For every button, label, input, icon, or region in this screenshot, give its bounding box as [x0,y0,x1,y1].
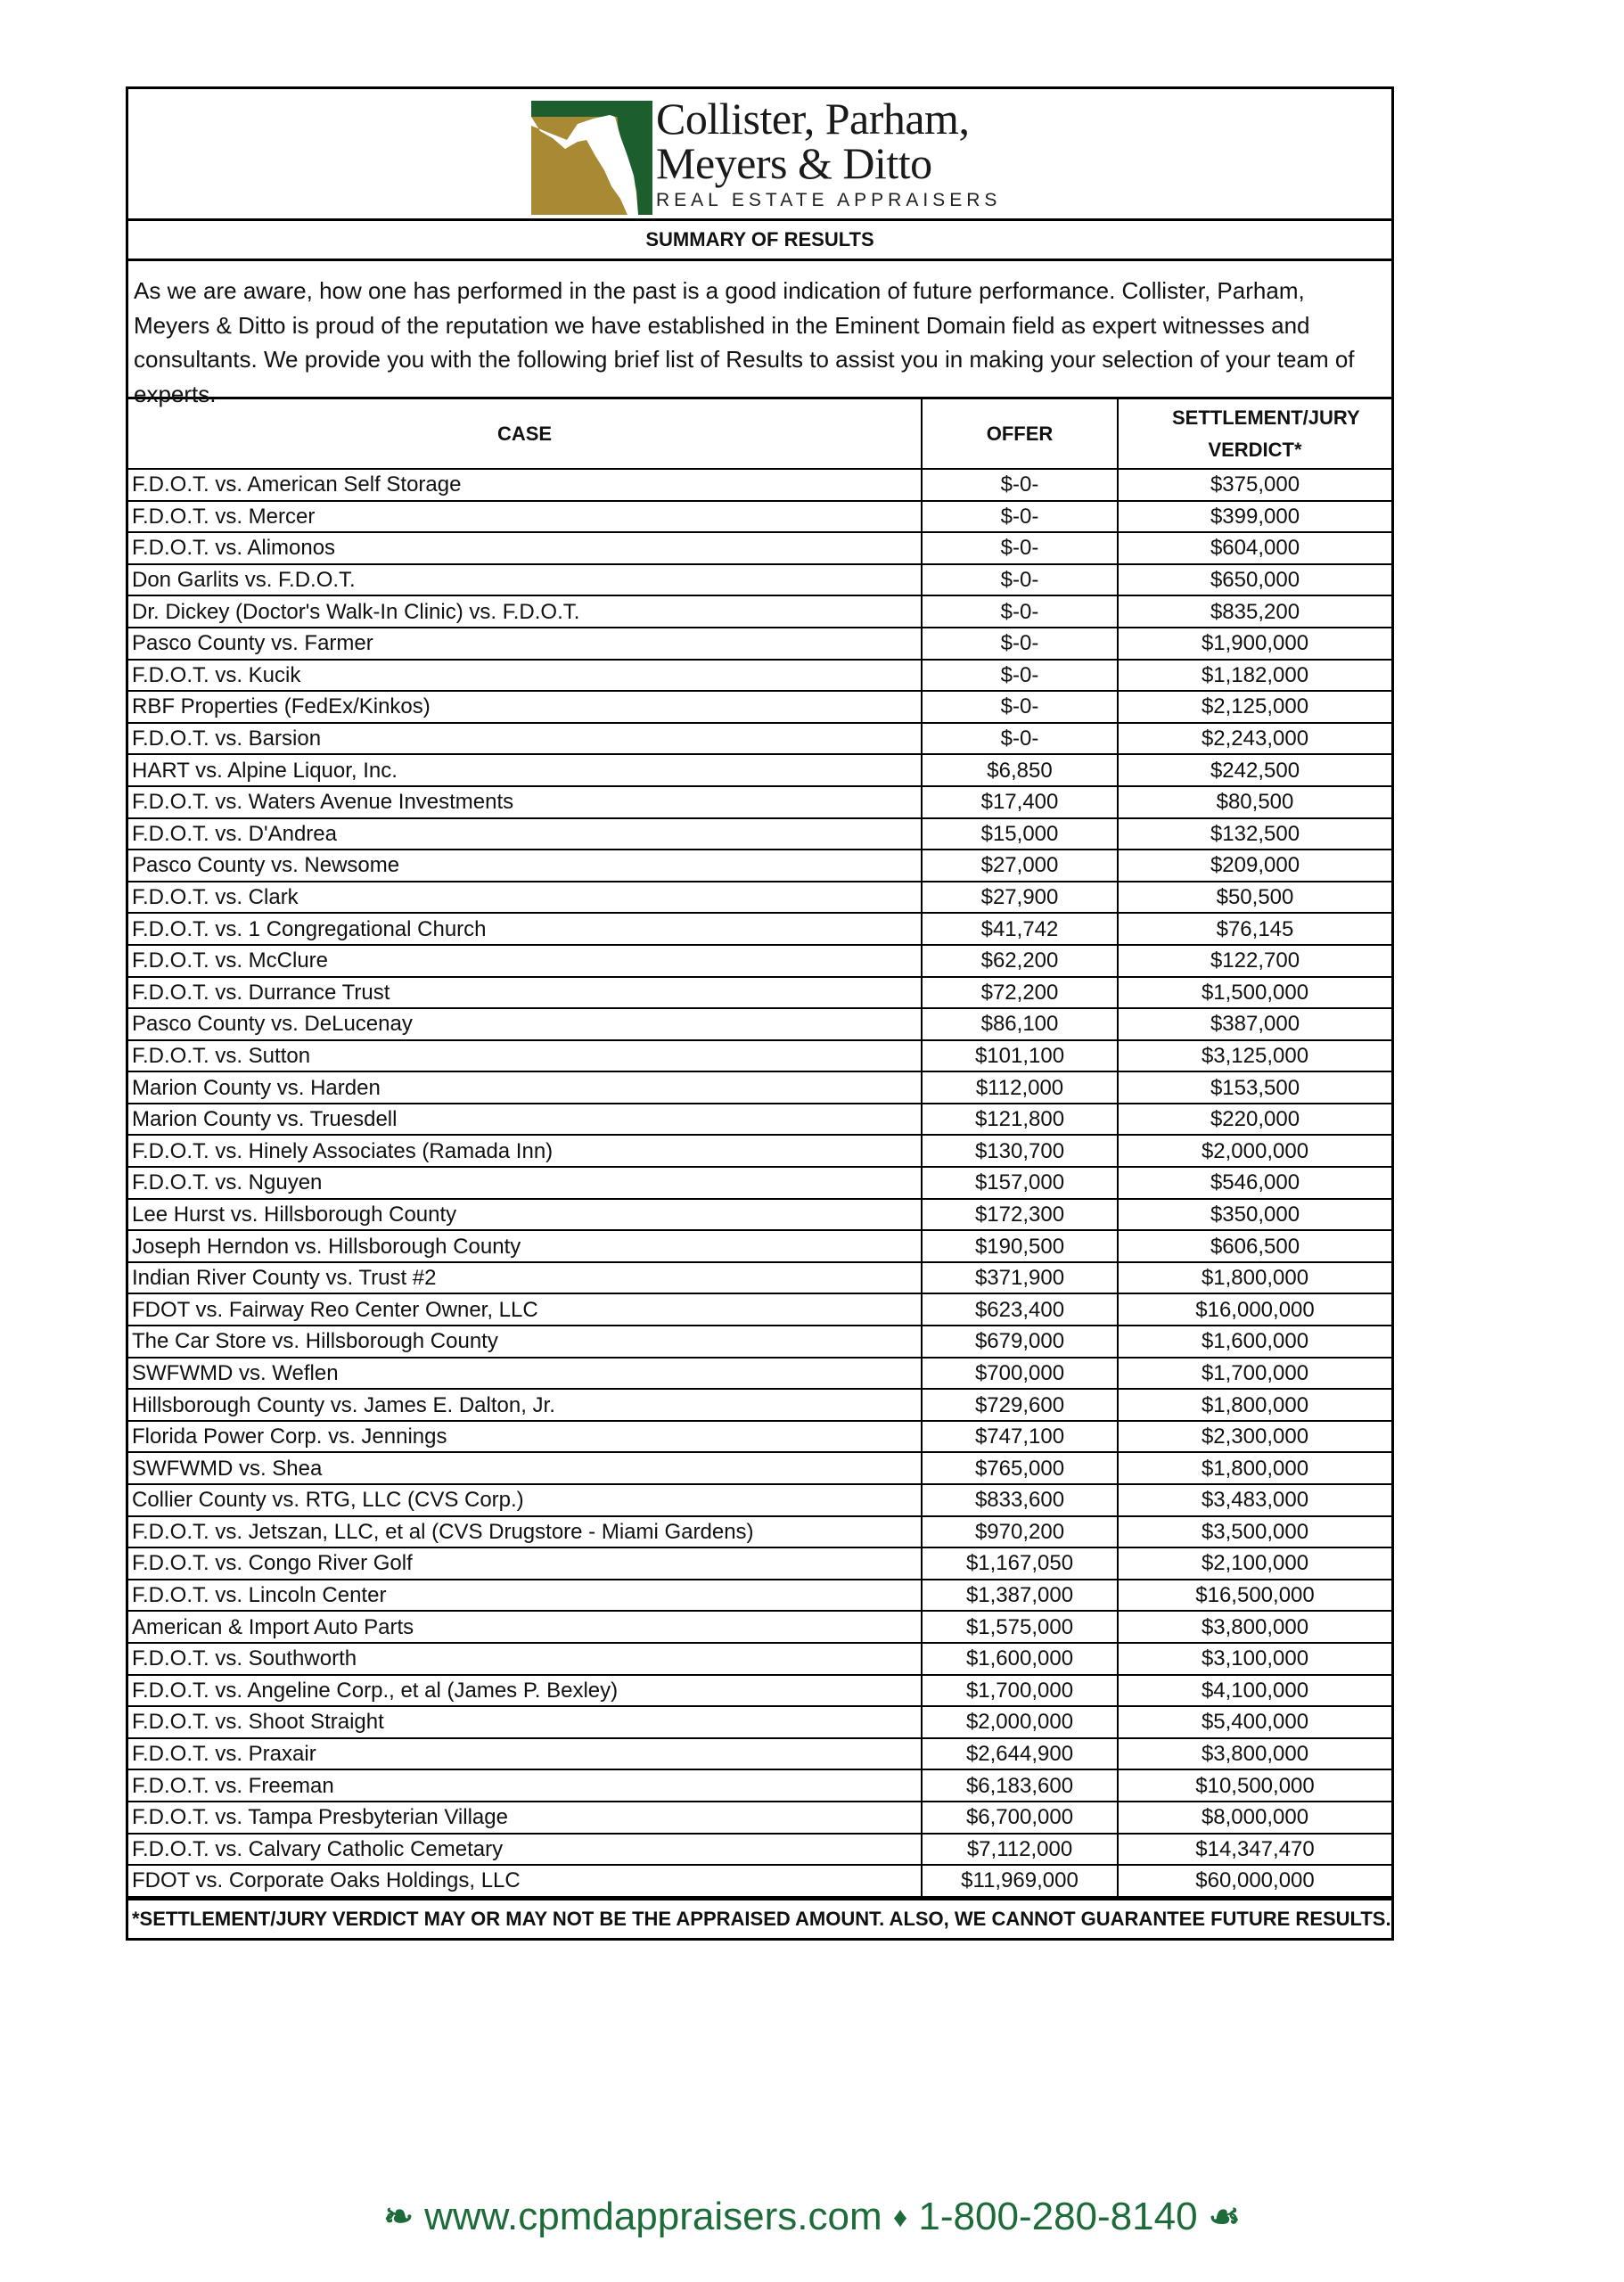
case-cell: F.D.O.T. vs. Angeline Corp., et al (James P. Bexley) [128,1675,922,1707]
offer-cell: $1,575,000 [922,1611,1118,1643]
table-row [128,1516,1391,1548]
table-row [128,913,1391,945]
footnote: *SETTLEMENT/JURY VERDICT MAY OR MAY NOT BE THE APPRAISED AMOUNT. ALSO, WE CANNOT GUARANTEE FUTURE RESULTS. [128,1898,1391,1938]
table-body [128,469,1391,1897]
website-link[interactable]: www.cpmdappraisers.com [424,2195,882,2239]
offer-cell: $6,183,600 [922,1769,1118,1802]
table-row [128,1293,1391,1326]
table-row [128,1008,1391,1040]
case-cell: HART vs. Alpine Liquor, Inc. [128,754,922,786]
document-frame [126,86,1394,1941]
verdict-cell: $2,125,000 [1118,691,1391,723]
offer-cell: $833,600 [922,1484,1118,1516]
case-cell: FDOT vs. Fairway Reo Center Owner, LLC [128,1293,922,1326]
offer-cell: $970,200 [922,1516,1118,1548]
verdict-cell: $1,182,000 [1118,660,1391,692]
verdict-cell: $375,000 [1118,469,1391,501]
offer-cell: $121,800 [922,1104,1118,1136]
verdict-cell: $220,000 [1118,1104,1391,1136]
offer-cell: $7,112,000 [922,1834,1118,1866]
case-cell: Don Garlits vs. F.D.O.T. [128,564,922,596]
offer-cell: $86,100 [922,1008,1118,1040]
verdict-cell: $3,800,000 [1118,1738,1391,1770]
verdict-cell: $2,300,000 [1118,1421,1391,1453]
case-cell: Hillsborough County vs. James E. Dalton, Jr. [128,1389,922,1421]
right-ornament-icon: ☙ [1208,2197,1241,2237]
case-cell: Indian River County vs. Trust #2 [128,1262,922,1294]
verdict-cell: $387,000 [1118,1008,1391,1040]
table-row [128,1643,1391,1675]
verdict-cell: $10,500,000 [1118,1769,1391,1802]
table-row [128,1484,1391,1516]
letterhead [128,89,1391,221]
verdict-cell: $604,000 [1118,532,1391,564]
verdict-cell: $153,500 [1118,1071,1391,1104]
case-cell: Lee Hurst vs. Hillsborough County [128,1199,922,1231]
offer-cell: $623,400 [922,1293,1118,1326]
table-row [128,1389,1391,1421]
table-row [128,754,1391,786]
offer-cell: $72,200 [922,977,1118,1009]
case-cell: F.D.O.T. vs. Calvary Catholic Cemetary [128,1834,922,1866]
firm-name-line2: Meyers & Ditto [656,138,932,188]
case-cell: Florida Power Corp. vs. Jennings [128,1421,922,1453]
case-cell: F.D.O.T. vs. 1 Congregational Church [128,913,922,945]
case-cell: F.D.O.T. vs. American Self Storage [128,469,922,501]
table-row [128,1104,1391,1136]
case-cell: American & Import Auto Parts [128,1611,922,1643]
table-row [128,1199,1391,1231]
offer-cell: $679,000 [922,1326,1118,1358]
case-cell: F.D.O.T. vs. Nguyen [128,1167,922,1199]
florida-logo-icon [531,101,652,215]
offer-cell: $101,100 [922,1040,1118,1072]
verdict-cell: $835,200 [1118,595,1391,628]
offer-cell: $-0- [922,564,1118,596]
offer-cell: $700,000 [922,1358,1118,1390]
case-cell: The Car Store vs. Hillsborough County [128,1326,922,1358]
verdict-cell: $3,800,000 [1118,1611,1391,1643]
phone-number[interactable]: 1-800-280-8140 [918,2195,1198,2239]
table-row [128,1071,1391,1104]
case-cell: F.D.O.T. vs. Freeman [128,1769,922,1802]
verdict-cell: $16,500,000 [1118,1580,1391,1612]
verdict-cell: $76,145 [1118,913,1391,945]
table-row [128,595,1391,628]
table-row [128,945,1391,977]
case-cell: Joseph Herndon vs. Hillsborough County [128,1230,922,1262]
table-row [128,691,1391,723]
offer-cell: $-0- [922,469,1118,501]
table-row [128,1326,1391,1358]
table-row [128,564,1391,596]
verdict-cell: $16,000,000 [1118,1293,1391,1326]
table-row [128,1834,1391,1866]
firm-tagline: REAL ESTATE APPRAISERS [656,190,1002,210]
table-row [128,1706,1391,1738]
table-row [128,628,1391,660]
case-cell: F.D.O.T. vs. Southworth [128,1643,922,1675]
offer-cell: $62,200 [922,945,1118,977]
left-ornament-icon: ❧ [383,2197,414,2237]
table-row [128,1611,1391,1643]
offer-cell: $6,850 [922,754,1118,786]
case-cell: FDOT vs. Corporate Oaks Holdings, LLC [128,1865,922,1897]
case-cell: F.D.O.T. vs. Mercer [128,501,922,533]
offer-cell: $2,000,000 [922,1706,1118,1738]
table-row [128,1547,1391,1580]
offer-cell: $371,900 [922,1262,1118,1294]
case-cell: F.D.O.T. vs. Praxair [128,1738,922,1770]
table-row [128,1580,1391,1612]
verdict-cell: $14,347,470 [1118,1834,1391,1866]
case-cell: F.D.O.T. vs. Alimonos [128,532,922,564]
verdict-cell: $3,500,000 [1118,1516,1391,1548]
table-row [128,469,1391,501]
table-row [128,501,1391,533]
verdict-cell: $399,000 [1118,501,1391,533]
case-cell: RBF Properties (FedEx/Kinkos) [128,691,922,723]
table-row [128,1675,1391,1707]
case-cell: Dr. Dickey (Doctor's Walk-In Clinic) vs. F.D.O.T. [128,595,922,628]
offer-cell: $130,700 [922,1135,1118,1167]
table-header-row [128,399,1391,469]
case-cell: SWFWMD vs. Weflen [128,1358,922,1390]
verdict-cell: $2,100,000 [1118,1547,1391,1580]
table-row [128,1802,1391,1834]
column-header-verdict: SETTLEMENT/JURY VERDICT* [1118,399,1391,469]
table-row [128,660,1391,692]
case-cell: F.D.O.T. vs. Lincoln Center [128,1580,922,1612]
table-row [128,1230,1391,1262]
contact-footer [0,2188,1624,2244]
offer-cell: $112,000 [922,1071,1118,1104]
verdict-cell: $132,500 [1118,818,1391,850]
verdict-cell: $60,000,000 [1118,1865,1391,1897]
results-table [128,399,1391,1898]
case-cell: F.D.O.T. vs. Waters Avenue Investments [128,786,922,818]
case-cell: F.D.O.T. vs. Tampa Presbyterian Village [128,1802,922,1834]
verdict-cell: $1,900,000 [1118,628,1391,660]
offer-cell: $172,300 [922,1199,1118,1231]
case-cell: SWFWMD vs. Shea [128,1452,922,1484]
offer-cell: $17,400 [922,786,1118,818]
offer-cell: $-0- [922,660,1118,692]
offer-cell: $-0- [922,532,1118,564]
verdict-cell: $546,000 [1118,1167,1391,1199]
case-cell: F.D.O.T. vs. Kucik [128,660,922,692]
verdict-cell: $650,000 [1118,564,1391,596]
case-cell: F.D.O.T. vs. Clark [128,882,922,914]
table-row [128,1421,1391,1453]
case-cell: F.D.O.T. vs. Shoot Straight [128,1706,922,1738]
case-cell: Collier County vs. RTG, LLC (CVS Corp.) [128,1484,922,1516]
verdict-cell: $1,600,000 [1118,1326,1391,1358]
offer-cell: $41,742 [922,913,1118,945]
column-header-offer: OFFER [922,399,1118,469]
intro-paragraph: As we are aware, how one has performed in the past is a good indication of future performance. Collister, Parham, Meyers & Ditto is proud of the reputation we have established in the Eminent Domain field as expert witnesses and consultants. We provide you with the following brief list of Results to assist you in making your selection of your team of experts. [128,261,1391,399]
column-header-case: CASE [128,399,922,469]
case-cell: Pasco County vs. Newsome [128,850,922,882]
case-cell: Pasco County vs. Farmer [128,628,922,660]
verdict-cell: $2,000,000 [1118,1135,1391,1167]
table-row [128,1769,1391,1802]
table-row [128,1167,1391,1199]
table-row [128,1452,1391,1484]
diamond-separator-icon: ♦ [892,2201,908,2234]
table-row [128,1262,1391,1294]
case-cell: F.D.O.T. vs. Congo River Golf [128,1547,922,1580]
verdict-cell: $3,483,000 [1118,1484,1391,1516]
case-cell: F.D.O.T. vs. Hinely Associates (Ramada Inn) [128,1135,922,1167]
verdict-cell: $122,700 [1118,945,1391,977]
verdict-cell: $209,000 [1118,850,1391,882]
offer-cell: $-0- [922,595,1118,628]
verdict-cell: $1,700,000 [1118,1358,1391,1390]
case-cell: F.D.O.T. vs. Durrance Trust [128,977,922,1009]
offer-cell: $1,167,050 [922,1547,1118,1580]
table-row [128,1358,1391,1390]
case-cell: F.D.O.T. vs. D'Andrea [128,818,922,850]
offer-cell: $11,969,000 [922,1865,1118,1897]
offer-cell: $15,000 [922,818,1118,850]
table-row [128,882,1391,914]
table-row [128,1865,1391,1897]
summary-title: SUMMARY OF RESULTS [128,221,1391,261]
table-row [128,850,1391,882]
table-row [128,532,1391,564]
offer-cell: $1,387,000 [922,1580,1118,1612]
offer-cell: $-0- [922,723,1118,755]
offer-cell: $765,000 [922,1452,1118,1484]
case-cell: Marion County vs. Truesdell [128,1104,922,1136]
firm-name-line1: Collister, Parham, [656,94,970,144]
verdict-cell: $1,800,000 [1118,1452,1391,1484]
firm-name [656,96,1001,212]
verdict-cell: $606,500 [1118,1230,1391,1262]
offer-cell: $2,644,900 [922,1738,1118,1770]
table-row [128,1040,1391,1072]
verdict-cell: $1,800,000 [1118,1262,1391,1294]
table-row [128,786,1391,818]
offer-cell: $-0- [922,501,1118,533]
verdict-cell: $1,500,000 [1118,977,1391,1009]
verdict-cell: $4,100,000 [1118,1675,1391,1707]
verdict-cell: $50,500 [1118,882,1391,914]
case-cell: F.D.O.T. vs. McClure [128,945,922,977]
table-row [128,818,1391,850]
verdict-cell: $5,400,000 [1118,1706,1391,1738]
case-cell: Marion County vs. Harden [128,1071,922,1104]
offer-cell: $6,700,000 [922,1802,1118,1834]
case-cell: F.D.O.T. vs. Sutton [128,1040,922,1072]
verdict-cell: $8,000,000 [1118,1802,1391,1834]
offer-cell: $1,700,000 [922,1675,1118,1707]
offer-cell: $27,000 [922,850,1118,882]
offer-cell: $747,100 [922,1421,1118,1453]
offer-cell: $1,600,000 [922,1643,1118,1675]
offer-cell: $729,600 [922,1389,1118,1421]
offer-cell: $-0- [922,628,1118,660]
verdict-cell: $80,500 [1118,786,1391,818]
verdict-cell: $1,800,000 [1118,1389,1391,1421]
table-row [128,977,1391,1009]
verdict-cell: $3,100,000 [1118,1643,1391,1675]
verdict-cell: $350,000 [1118,1199,1391,1231]
offer-cell: $190,500 [922,1230,1118,1262]
verdict-cell: $242,500 [1118,754,1391,786]
offer-cell: $157,000 [922,1167,1118,1199]
table-row [128,1738,1391,1770]
case-cell: F.D.O.T. vs. Jetszan, LLC, et al (CVS Drugstore - Miami Gardens) [128,1516,922,1548]
case-cell: Pasco County vs. DeLucenay [128,1008,922,1040]
case-cell: F.D.O.T. vs. Barsion [128,723,922,755]
offer-cell: $-0- [922,691,1118,723]
verdict-cell: $2,243,000 [1118,723,1391,755]
table-row [128,723,1391,755]
verdict-cell: $3,125,000 [1118,1040,1391,1072]
offer-cell: $27,900 [922,882,1118,914]
table-row [128,1135,1391,1167]
